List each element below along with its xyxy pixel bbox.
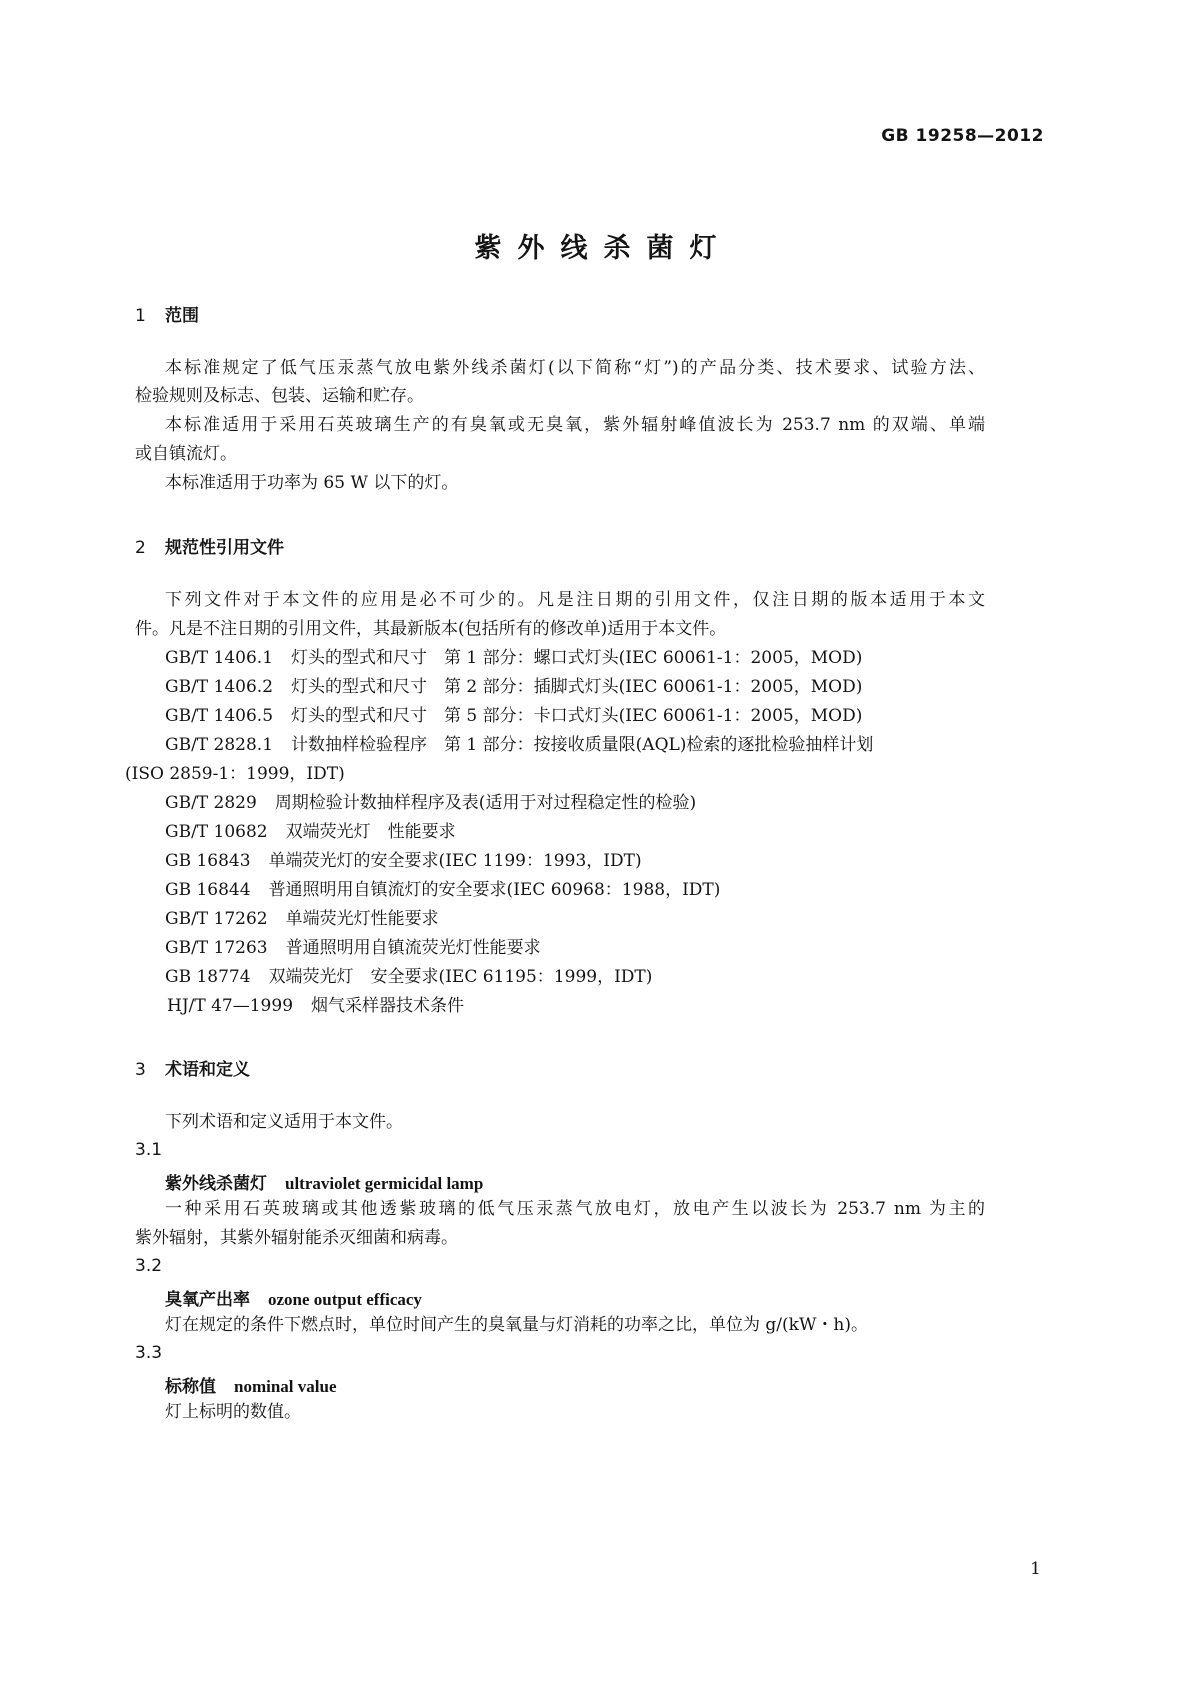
reference-title: 灯头的型式和尺寸 第 1 部分：螺口式灯头(IEC 60061-1：2005，MOD) [291, 648, 863, 668]
reference-code: GB 18774 [165, 967, 251, 987]
section-number: 3 [135, 1060, 146, 1080]
reference-code: GB/T 17263 [165, 938, 268, 958]
reference-item-continuation [125, 763, 345, 785]
section-3-heading [135, 1055, 250, 1080]
reference-title: (ISO 2859-1：1999，IDT) [125, 764, 345, 784]
section-title: 术语和定义 [165, 1060, 250, 1080]
paragraph-line: 本标准规定了低气压汞蒸气放电紫外线杀菌灯(以下简称“灯”)的产品分类、技术要求、试验方法、 [165, 358, 985, 378]
reference-item [165, 850, 642, 872]
section-title: 规范性引用文件 [165, 538, 284, 558]
reference-code: GB/T 2828.1 [165, 735, 274, 755]
section-1-heading [135, 301, 199, 326]
reference-title: 周期检验计数抽样程序及表(适用于对过程稳定性的检验) [274, 793, 697, 813]
term-chinese: 标称值 [165, 1377, 216, 1397]
page-number: 1 [1030, 1559, 1041, 1579]
reference-code: GB/T 17262 [165, 909, 268, 929]
reference-code: GB 16843 [165, 851, 251, 871]
reference-code: GB/T 1406.5 [165, 706, 274, 726]
standard-code: GB 19258—2012 [881, 126, 1044, 146]
definition-line: 一种采用石英玻璃或其他透紫玻璃的低气压汞蒸气放电灯，放电产生以波长为 253.7 nm 为主的 [165, 1199, 985, 1219]
reference-title: 灯头的型式和尺寸 第 5 部分：卡口式灯头(IEC 60061-1：2005，MOD) [291, 706, 863, 726]
reference-item [165, 734, 873, 756]
reference-title: 烟气采样器技术条件 [311, 996, 465, 1016]
section-number: 2 [135, 538, 146, 558]
reference-item [165, 705, 862, 727]
term-heading [165, 1169, 483, 1194]
reference-code: GB/T 1406.1 [165, 648, 274, 668]
term-chinese: 紫外线杀菌灯 [165, 1174, 267, 1194]
paragraph-line: 本标准适用于功率为 65 W 以下的灯。 [165, 473, 459, 493]
reference-item [167, 995, 464, 1017]
section-number: 1 [135, 306, 146, 326]
reference-code: GB/T 1406.2 [165, 677, 274, 697]
definition-line: 灯在规定的条件下燃点时，单位时间产生的臭氧量与灯消耗的功率之比，单位为 g/(kW・h)。 [165, 1315, 868, 1335]
paragraph-line: 下列文件对于本文件的应用是必不可少的。凡是注日期的引用文件，仅注日期的版本适用于本文 [165, 590, 985, 610]
term-number: 3.3 [135, 1343, 163, 1363]
definition-line: 灯上标明的数值。 [165, 1402, 301, 1422]
reference-title: 普通照明用自镇流灯的安全要求(IEC 60968：1988，IDT) [268, 880, 721, 900]
reference-item [165, 908, 439, 930]
reference-title: 双端荧光灯 安全要求(IEC 61195：1999，IDT) [268, 967, 653, 987]
paragraph-line: 检验规则及标志、包装、运输和贮存。 [135, 386, 424, 406]
page-title: 紫外线杀菌灯 [474, 233, 733, 264]
reference-title: 普通照明用自镇流荧光灯性能要求 [285, 938, 541, 958]
reference-item [165, 792, 696, 814]
definition-line: 紫外辐射，其紫外辐射能杀灭细菌和病毒。 [135, 1228, 458, 1248]
reference-title: 计数抽样检验程序 第 1 部分：按接收质量限(AQL)检索的逐批检验抽样计划 [291, 735, 874, 755]
reference-title: 双端荧光灯 性能要求 [285, 822, 456, 842]
section-2-heading [135, 533, 284, 558]
reference-item [165, 647, 862, 669]
reference-item [165, 966, 652, 988]
term-english: nominal value [234, 1377, 337, 1396]
term-number: 3.1 [135, 1140, 163, 1160]
reference-code: GB/T 10682 [165, 822, 268, 842]
term-chinese: 臭氧产出率 [165, 1290, 250, 1310]
reference-title: 灯头的型式和尺寸 第 2 部分：插脚式灯头(IEC 60061-1：2005，MOD) [291, 677, 863, 697]
term-heading [165, 1372, 337, 1397]
term-english: ultraviolet germicidal lamp [285, 1174, 484, 1193]
reference-code: HJ/T 47—1999 [167, 996, 294, 1016]
reference-code: GB 16844 [165, 880, 251, 900]
reference-title: 单端荧光灯的安全要求(IEC 1199：1993，IDT) [268, 851, 642, 871]
reference-item [165, 821, 456, 843]
paragraph-line: 下列术语和定义适用于本文件。 [165, 1112, 403, 1132]
term-english: ozone output efficacy [268, 1290, 422, 1309]
paragraph-line: 件。凡是不注日期的引用文件，其最新版本(包括所有的修改单)适用于本文件。 [135, 619, 727, 639]
paragraph-line: 或自镇流灯。 [135, 444, 237, 464]
reference-item [165, 676, 862, 698]
term-heading [165, 1285, 422, 1310]
reference-item [165, 879, 720, 901]
reference-code: GB/T 2829 [165, 793, 257, 813]
reference-item [165, 937, 541, 959]
reference-title: 单端荧光灯性能要求 [285, 909, 439, 929]
section-title: 范围 [165, 306, 199, 326]
paragraph-line: 本标准适用于采用石英玻璃生产的有臭氧或无臭氧，紫外辐射峰值波长为 253.7 nm 的双端、单端 [165, 415, 985, 435]
term-number: 3.2 [135, 1256, 163, 1276]
